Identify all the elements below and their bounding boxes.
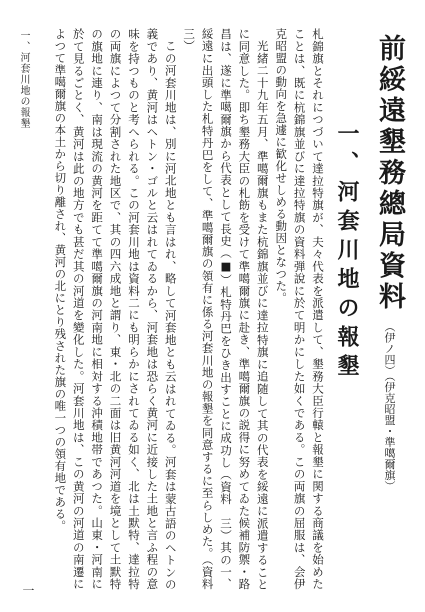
paragraph: 光緒二十九年五月、準噶爾旗もまた杭錦旗並びに達拉特旗に追随して其の代表を綏遠に派遣することに同意した。即ち墾務大臣の札飭を受けて準噶爾旗に赴き、準噶爾旗の説得に努めてゐた候補防禦・路昌は、遂に準噶爾旗から代表として長史（■）札特丹巴をひき出すことに成功し（資料 三）其の一、綏遠に出頭した札特丹巴をして、準噶爾旗の領有に係る河套川地の報墾を同意するに至らしめた。（資料 三） bbox=[182, 28, 270, 602]
page-number: 一 bbox=[21, 584, 35, 596]
section-heading: 一、河套川地の報墾 bbox=[334, 122, 360, 383]
title-note: （伊ノ四）（伊克昭盟・準噶爾旗） bbox=[383, 321, 396, 492]
title-text: 前綏遠墾務總局資料 bbox=[374, 34, 405, 313]
body-text bbox=[13, 28, 327, 602]
paragraph: 札錦旗とそれにつづいて達拉特旗が、夫々代表を派遣して、墾務大臣行轅と報墾に関する商議を始めたことは、既に杭錦旗並びに達拉特旗の資料弾說に於て明かにした如くである。この両旗の屈服は、会伊克昭盟の動向を急遽に歓化せしめる動因となつた。 bbox=[274, 28, 325, 591]
paragraph: この河套川地は、別に河北地とも言はれ、略して河套地とも云はれてゐる。河套は蒙古語のヘトンの義であり、黄河はヘトン・ゴルと云はれてゐるから、河套地は恐らく黄河に近接した土地と言ふ程の意味を持つものと考へられる。この河套川地は資料二にも明らかにされてゐる如く、北は土默特、達拉特の両旗によつて分割された地区で、其の四六成地と謂り、東・北の二面は旧黄河河道を境として土默特の旗地に連り、南は現流の黄河を距てて準噶爾旗の河南地に相対する沖積地帯であつた。山東・河南に於て見るごとく、黄河は此の地方でも甚だ其の河道を變化した。河套川地は、この黄河の河道の南遷によつて準噶爾旗の本土から切り離され、黄河の北にとり残された旗の唯一つの領有地である。 bbox=[53, 28, 178, 591]
running-head: 一、河套川地の報墾 bbox=[18, 30, 29, 129]
document-title bbox=[370, 34, 409, 492]
